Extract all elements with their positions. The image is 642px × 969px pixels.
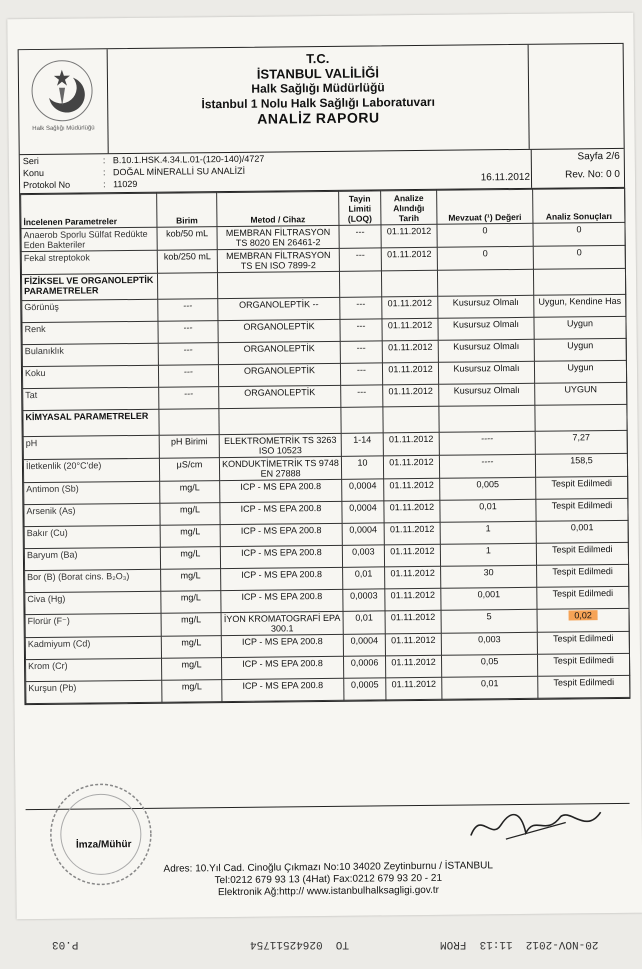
- fax-from: 20-NOV-2012 11:13 FROM: [440, 938, 599, 950]
- title-block: [108, 45, 530, 153]
- method-cell: ICP - MS EPA 200.8: [222, 656, 344, 679]
- unit-cell: mg/L: [161, 591, 221, 614]
- method-cell: MEMBRAN FİLTRASYON TS 8020 EN 26461-2: [217, 225, 339, 249]
- limit-cell: Kusursuz Olmalı: [439, 383, 535, 406]
- method-cell: MEMBRAN FİLTRASYON TS EN ISO 7899-2: [217, 248, 339, 272]
- empty-cell: [381, 270, 437, 297]
- date-cell: 01.11.2012: [386, 677, 442, 700]
- result-cell: Tespit Edilmedi: [536, 476, 628, 499]
- empty-cell: [219, 407, 341, 434]
- method-cell: ICP - MS EPA 200.8: [221, 634, 343, 657]
- result-cell: Tespit Edilmedi: [537, 653, 629, 676]
- parameter-cell: Bakır (Cu): [24, 525, 160, 548]
- loq-cell: ---: [340, 341, 382, 363]
- date-cell: 01.11.2012: [385, 588, 441, 611]
- limit-cell: 1: [440, 521, 536, 544]
- limit-cell: 0: [437, 246, 533, 270]
- section-title: FİZİKSEL VE ORGANOLEPTİK PARAMETRELER: [21, 273, 157, 300]
- result-cell: Uygun: [534, 316, 626, 339]
- report-meta: [20, 149, 624, 194]
- result-cell: Tespit Edilmedi: [537, 586, 629, 609]
- revision-number: Rev. No: 0 0: [565, 168, 621, 181]
- loq-cell: 1-14: [341, 433, 383, 456]
- konu-value: DOĞAL MİNERALLİ SU ANALİZİ: [112, 165, 246, 178]
- limit-cell: Kusursuz Olmalı: [438, 317, 534, 340]
- date-cell: 01.11.2012: [383, 432, 439, 456]
- empty-cell: [437, 269, 533, 296]
- limit-cell: 0: [437, 223, 533, 247]
- date-cell: 01.11.2012: [384, 522, 440, 545]
- parameter-cell: Tat: [23, 387, 159, 410]
- parameter-cell: Kurşun (Pb): [26, 680, 162, 703]
- unit-cell: ---: [158, 343, 218, 366]
- empty-cell: [339, 271, 381, 297]
- result-cell: Uygun: [534, 360, 626, 383]
- logo-cell: [19, 49, 109, 154]
- loq-cell: 0,0004: [343, 634, 385, 656]
- method-cell: ICP - MS EPA 200.8: [222, 678, 344, 701]
- empty-cell: [217, 271, 339, 298]
- unit-cell: μS/cm: [159, 458, 219, 482]
- method-cell: ICP - MS EPA 200.8: [220, 545, 342, 568]
- report-date: 16.11.2012: [480, 171, 531, 184]
- loq-cell: 0,01: [343, 567, 385, 589]
- loq-cell: ---: [339, 248, 381, 271]
- parameter-cell: Baryum (Ba): [24, 547, 160, 570]
- parameter-cell: Anaerob Sporlu Sülfat Redükte Eden Bakteriler: [21, 227, 157, 251]
- unit-cell: ---: [159, 387, 219, 410]
- result-cell: 158,5: [535, 453, 627, 477]
- method-cell: İYON KROMATOGRAFİ EPA 300.1: [221, 611, 343, 635]
- method-cell: ORGANOLEPTİK: [218, 363, 340, 386]
- unit-cell: kob/50 mL: [157, 227, 217, 251]
- protokol-value: 11029: [112, 178, 138, 190]
- unit-cell: mg/L: [160, 547, 220, 570]
- empty-cell: [383, 406, 439, 433]
- loq-cell: 0,0005: [344, 678, 386, 700]
- date-cell: 01.11.2012: [381, 247, 437, 271]
- loq-cell: 0,0004: [342, 523, 384, 545]
- date-cell: 01.11.2012: [382, 340, 438, 363]
- parameter-cell: Fekal streptokok: [21, 250, 157, 274]
- empty-cell: [439, 405, 535, 432]
- date-cell: 01.11.2012: [385, 655, 441, 678]
- footer-address: [26, 859, 630, 901]
- page-title: ANALİZ RAPORU: [257, 109, 380, 127]
- result-cell: Tespit Edilmedi: [537, 564, 629, 587]
- result-cell: Uygun, Kendine Has: [534, 294, 626, 317]
- limit-cell: ----: [439, 454, 535, 478]
- limit-cell: 0,05: [441, 654, 537, 677]
- unit-cell: pH Birimi: [159, 435, 219, 459]
- method-cell: ICP - MS EPA 200.8: [220, 523, 342, 546]
- result-cell: Tespit Edilmedi: [537, 631, 629, 654]
- phone-line: Tel:0212 679 93 13 (4Hat) Fax:0212 679 93 20 - 21: [214, 872, 443, 887]
- parameter-cell: Renk: [22, 321, 158, 344]
- method-cell: ELEKTROMETRİK TS 3263 ISO 10523: [219, 433, 341, 457]
- unit-cell: mg/L: [160, 525, 220, 548]
- parameter-cell: Görünüş: [22, 299, 158, 322]
- result-cell: Tespit Edilmedi: [536, 498, 628, 521]
- fax-page: P.03: [52, 938, 79, 950]
- method-cell: ORGANOLEPTİK: [218, 319, 340, 342]
- method-cell: ORGANOLEPTİK: [219, 385, 341, 408]
- column-header: Birim: [157, 193, 217, 228]
- column-header: Metod / Cihaz: [217, 191, 339, 226]
- date-cell: 01.11.2012: [383, 384, 439, 407]
- unit-cell: kob/250 mL: [157, 250, 217, 274]
- seri-value: B.10.1.HSK.4.34.L.01-(120-140)/4727: [112, 153, 265, 166]
- limit-cell: Kusursuz Olmalı: [438, 295, 534, 318]
- handwritten-signature-icon: [466, 804, 606, 845]
- limit-cell: 5: [441, 609, 537, 633]
- date-cell: 01.11.2012: [385, 610, 441, 634]
- empty-cell: [535, 404, 627, 431]
- loq-cell: 0,0003: [343, 589, 385, 611]
- limit-cell: ----: [439, 431, 535, 455]
- empty-cell: [157, 273, 217, 300]
- date-cell: 01.11.2012: [384, 500, 440, 523]
- date-cell: 01.11.2012: [382, 362, 438, 385]
- column-header: İncelenen Parametreler: [21, 193, 157, 228]
- date-cell: 01.11.2012: [385, 566, 441, 589]
- address-line: Adres: 10.Yıl Cad. Cinoğlu Çıkmazı No:10 34020 Zeytinburnu / İSTANBUL: [163, 860, 493, 875]
- report-frame: [18, 43, 631, 705]
- empty-cell: [341, 407, 383, 433]
- parameter-cell: İletkenlik (20°C'de): [23, 458, 159, 482]
- parameter-cell: Bor (B) (Borat cins. B₂O₃): [25, 569, 161, 592]
- unit-cell: mg/L: [161, 613, 221, 637]
- parameter-cell: Civa (Hg): [25, 591, 161, 614]
- date-cell: 01.11.2012: [382, 318, 438, 341]
- unit-cell: ---: [158, 299, 218, 322]
- method-cell: ICP - MS EPA 200.8: [221, 567, 343, 590]
- result-cell: 0: [533, 222, 625, 246]
- parameter-cell: Koku: [22, 365, 158, 388]
- unit-cell: mg/L: [161, 569, 221, 592]
- limit-cell: 0,005: [440, 477, 536, 500]
- report-page: [7, 13, 642, 920]
- parameter-cell: pH: [23, 435, 159, 459]
- unit-cell: mg/L: [162, 658, 222, 681]
- konu-label: Konu: [22, 167, 44, 179]
- unit-cell: mg/L: [161, 636, 221, 659]
- limit-cell: 0,01: [440, 499, 536, 522]
- protokol-label: Protokol No: [22, 179, 71, 191]
- colon: :: [102, 167, 106, 178]
- method-cell: KONDUKTİMETRİK TS 9748 EN 27888: [219, 456, 341, 480]
- limit-cell: 30: [441, 565, 537, 588]
- result-cell: 0: [533, 245, 625, 269]
- result-cell: Tespit Edilmedi: [536, 542, 628, 565]
- title-laboratuvar: İstanbul 1 Nolu Halk Sağlığı Laboratuvarı: [201, 94, 435, 112]
- website-line: Elektronik Ağ:http:// www.istanbulhalksagligi.gov.tr: [217, 884, 440, 899]
- column-header: Analiz Sonuçları: [533, 188, 625, 223]
- unit-cell: mg/L: [162, 680, 222, 703]
- loq-cell: ---: [340, 319, 382, 341]
- loq-cell: 0,0004: [342, 479, 384, 501]
- unit-cell: ---: [158, 321, 218, 344]
- fax-header-bar: [0, 936, 642, 956]
- method-cell: ICP - MS EPA 200.8: [220, 501, 342, 524]
- report-header: [19, 44, 624, 155]
- limit-cell: 0,001: [441, 587, 537, 610]
- loq-cell: 0,0004: [342, 501, 384, 523]
- crescent-star-logo-icon: [29, 57, 96, 124]
- method-cell: ICP - MS EPA 200.8: [221, 589, 343, 612]
- parameter-cell: Florür (F⁻): [25, 613, 161, 637]
- empty-cell: [159, 409, 219, 436]
- method-cell: ORGANOLEPTİK --: [218, 297, 340, 320]
- result-cell: [537, 608, 629, 632]
- column-header: Analize Alındığı Tarih: [381, 190, 437, 225]
- parameter-cell: Kadmiyum (Cd): [25, 636, 161, 659]
- title-mudurluk: Halk Sağlığı Müdürlüğü: [251, 80, 385, 96]
- method-cell: ICP - MS EPA 200.8: [220, 479, 342, 502]
- result-cell: 7,27: [535, 430, 627, 454]
- method-cell: ORGANOLEPTİK: [218, 341, 340, 364]
- loq-cell: 0,003: [342, 545, 384, 567]
- limit-cell: Kusursuz Olmalı: [438, 361, 534, 384]
- parameter-cell: Krom (Cr): [26, 658, 162, 681]
- date-cell: 01.11.2012: [385, 633, 441, 656]
- result-cell: Tespit Edilmedi: [538, 675, 630, 698]
- loq-cell: ---: [340, 297, 382, 319]
- date-cell: 01.11.2012: [384, 478, 440, 501]
- loq-cell: 0,01: [343, 611, 385, 634]
- limit-cell: 0,003: [441, 632, 537, 655]
- highlighted-result: 0,02: [568, 610, 598, 620]
- results-table: [20, 188, 630, 704]
- date-cell: 01.11.2012: [383, 455, 439, 479]
- limit-cell: 0,01: [442, 676, 538, 699]
- unit-cell: mg/L: [160, 481, 220, 504]
- header-right-cell: [529, 44, 624, 149]
- fax-to: TO 0264251175​4: [250, 938, 350, 950]
- seri-label: Seri: [22, 155, 39, 167]
- result-cell: Uygun: [534, 338, 626, 361]
- colon: :: [102, 155, 106, 166]
- limit-cell: 1: [440, 543, 536, 566]
- column-header: Tayin Limiti (LOQ): [339, 191, 381, 225]
- result-cell: UYGUN: [535, 382, 627, 405]
- colon: :: [102, 179, 106, 190]
- loq-cell: 10: [341, 456, 383, 479]
- loq-cell: 0,0006: [343, 656, 385, 678]
- unit-cell: ---: [158, 365, 218, 388]
- empty-cell: [533, 268, 625, 295]
- loq-cell: ---: [339, 225, 381, 248]
- signature-label: İmza/Mühür: [75, 839, 132, 851]
- logo-caption: Halk Sağlığı Müdürlüğü: [32, 125, 95, 133]
- date-cell: 01.11.2012: [384, 544, 440, 567]
- column-header: Mevzuat (¹) Değeri: [437, 189, 533, 224]
- parameter-cell: Antimon (Sb): [24, 481, 160, 504]
- date-cell: 01.11.2012: [382, 296, 438, 319]
- parameter-cell: Bulanıklık: [22, 343, 158, 366]
- limit-cell: Kusursuz Olmalı: [438, 339, 534, 362]
- unit-cell: mg/L: [160, 503, 220, 526]
- page-number: Sayfa 2/6: [577, 150, 620, 163]
- parameter-cell: Arsenik (As): [24, 503, 160, 526]
- title-valilik: İSTANBUL VALİLİĞİ: [256, 65, 379, 82]
- loq-cell: ---: [341, 385, 383, 407]
- result-cell: 0,001: [536, 520, 628, 543]
- date-cell: 01.11.2012: [381, 224, 437, 248]
- title-tc: T.C.: [306, 50, 330, 67]
- section-title: KİMYASAL PARAMETRELER: [23, 409, 159, 436]
- loq-cell: ---: [340, 363, 382, 385]
